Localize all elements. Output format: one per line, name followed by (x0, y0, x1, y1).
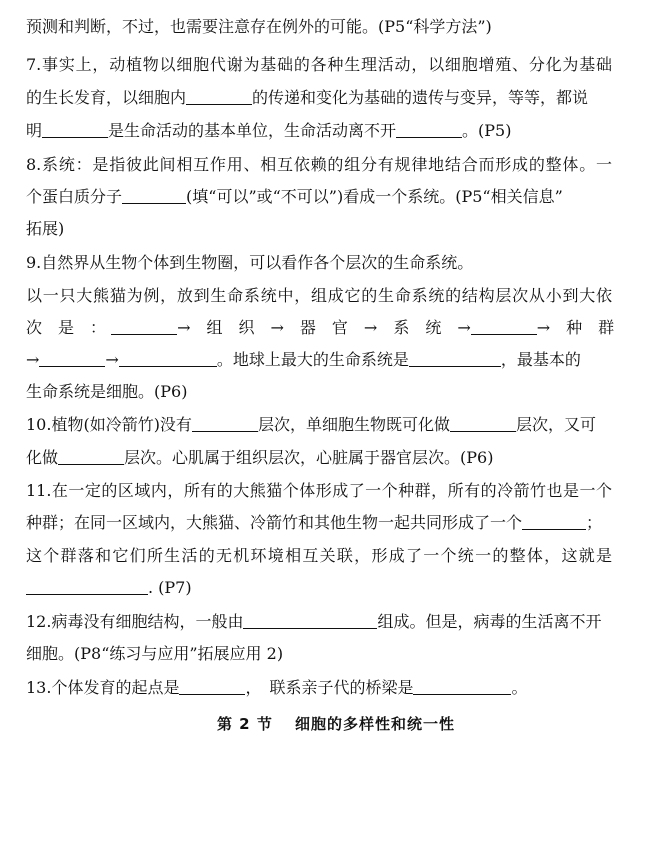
item-10-line-1: 10.植物(如冷箭竹)没有 层次，单细胞生物既可化做 层次，又可 (26, 415, 596, 434)
fill-blank[interactable] (26, 579, 148, 595)
item-7-line-3: 明 是生命活动的基本单位，生命活动离不开 。(P5) (26, 121, 512, 140)
item-12-line-2: 细胞。(P8“练习与应用”拓展应用 2) (26, 644, 284, 663)
fill-blank[interactable] (119, 351, 217, 367)
fill-blank[interactable] (186, 89, 252, 105)
fill-blank[interactable] (58, 449, 124, 465)
fill-blank[interactable] (409, 351, 501, 367)
text-line-intro: 预测和判断，不过，也需要注意存在例外的可能。(P5“科学方法”) (26, 17, 492, 36)
item-7-line-1: 7.事实上，动植物以细胞代谢为基础的各种生理活动，以细胞增殖、分化为基础 (26, 55, 612, 74)
item-13-line-1: 13.个体发育的起点是 ， 联系亲子代的桥梁是 。 (26, 678, 528, 697)
item-11-line-1: 11.在一定的区域内，所有的大熊猫个体形成了一个种群，所有的冷箭竹也是一个 (26, 481, 612, 500)
item-9-line-4: → → 。地球上最大的生命系统是 ，最基本的 (26, 350, 581, 369)
fill-blank[interactable] (111, 319, 177, 335)
item-9-line-1: 9.自然界从生物个体到生物圈，可以看作各个层次的生命系统。 (26, 253, 474, 272)
fill-blank[interactable] (413, 679, 511, 695)
item-11-line-4: . (P7) (26, 578, 612, 598)
item-11-line-3: 这个群落和它们所生活的无机环境相互关联，形成了一个统一的整体，这就是 (26, 546, 612, 565)
fill-blank[interactable] (522, 514, 586, 530)
fill-blank[interactable] (450, 416, 516, 432)
fill-blank[interactable] (39, 351, 105, 367)
item-8-line-2: 个蛋白质分子 (填“可以”或“不可以”)看成一个系统。(P5“相关信息” (26, 187, 563, 206)
item-9-line-5: 生命系统是细胞。(P6) (26, 382, 188, 401)
item-12-line-1: 12.病毒没有细胞结构，一般由 组成。但是，病毒的生活离不开 (26, 612, 602, 631)
fill-blank[interactable] (42, 122, 108, 138)
fill-blank[interactable] (122, 188, 186, 204)
fill-blank[interactable] (179, 679, 245, 695)
item-11-line-2: 种群；在同一区域内，大熊猫、冷箭竹和其他生物一起共同形成了一个 ； (26, 513, 603, 532)
fill-blank[interactable] (471, 319, 537, 335)
item-8-line-3: 拓展) (26, 219, 65, 238)
item-9-line-3: 次 是 ： → 组 织 → 器 官 → 系 统 → → 种 群 (26, 318, 615, 337)
item-10-line-2: 化做 层次。心肌属于组织层次，心脏属于器官层次。(P6) (26, 448, 494, 467)
fill-blank[interactable] (396, 122, 462, 138)
fill-blank[interactable] (243, 613, 377, 629)
fill-blank[interactable] (192, 416, 258, 432)
item-7-line-2: 的生长发育，以细胞内 的传递和变化为基础的遗传与变异，等等，都说 (26, 88, 589, 107)
section-heading: 第 2 节 细胞的多样性和统一性 (216, 715, 456, 733)
item-9-line-2: 以一只大熊猫为例，放到生命系统中，组成它的生命系统的结构层次从小到大依 (26, 286, 612, 305)
item-8-line-1: 8.系统：是指彼此间相互作用、相互依赖的组分有规律地结合而形成的整体。一 (26, 155, 612, 174)
